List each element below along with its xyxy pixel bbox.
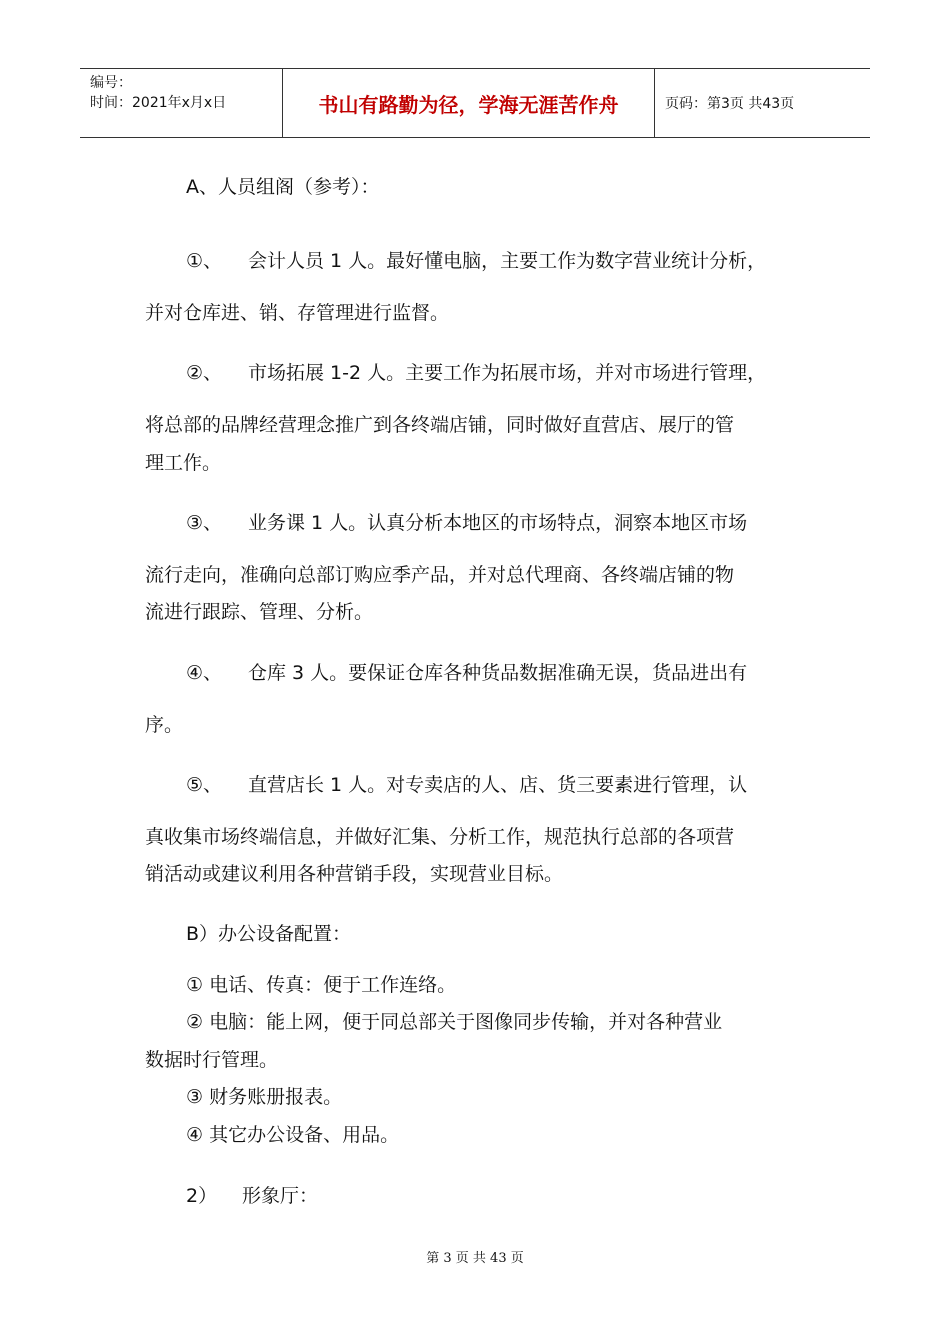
b-item-2-line-2: 数据时行管理。 [145,1049,279,1071]
time-label: 时间：2021年x月x日 [90,95,227,111]
item-2-line-1 [186,358,950,385]
b-item-4: ④ 其它办公设备、用品。 [186,1124,400,1146]
b-item-3: ③ 财务账册报表。 [186,1086,343,1108]
b-item-1: ① 电话、传真：便于工作连络。 [186,974,457,996]
number-label: 编号： [90,75,132,91]
item-5-line-2: 真收集市场终端信息，并做好汇集、分析工作，规范执行总部的各项营 [145,826,735,848]
item-5-text: 直营店长 1 人。对专卖店的人、店、货三要素进行管理，认 [248,774,748,796]
item-3-line-2: 流行走向，准确向总部订购应季产品，并对总代理商、各终端店铺的物 [145,564,735,586]
item-3-text: 业务课 1 人。认真分析本地区的市场特点，洞察本地区市场 [248,512,748,534]
item-1-text: 会计人员 1 人。最好懂电脑，主要工作为数字营业统计分析， [248,250,767,272]
item-4-line-1 [186,658,950,685]
section-a-title: A、人员组阁（参考）： [186,176,380,198]
section-2-title: 形象厅： [242,1185,319,1207]
item-2-line-2: 将总部的品牌经营理念推广到各终端店铺，同时做好直营店、展厅的管 [145,414,735,436]
item-1-number: ①、 [186,250,223,272]
item-4-line-2: 序。 [145,714,184,736]
section-b-title: B）办公设备配置： [186,923,352,945]
item-5-number: ⑤、 [186,774,223,796]
item-2-text: 市场拓展 1-2 人。主要工作为拓展市场，并对市场进行管理， [248,362,767,384]
section-2-title-line [186,1181,950,1208]
item-2-number: ②、 [186,362,223,384]
header-meta-cell [80,69,283,137]
header-page-info: 页码：第3页 共43页 [665,96,795,112]
section-2-number: 2） [186,1185,218,1207]
item-4-text: 仓库 3 人。要保证仓库各种货品数据准确无误，货品进出有 [248,662,748,684]
item-5-line-3: 销活动或建议利用各种营销手段，实现营业目标。 [145,863,564,885]
item-1-line-1 [186,246,950,273]
header-motto: 书山有路勤为径，学海无涯苦作舟 [283,69,655,137]
b-item-2-line-1: ② 电脑：能上网，便于同总部关于图像同步传输，并对各种营业 [186,1011,723,1033]
page-footer: 第 3 页 共 43 页 [426,1251,524,1266]
item-3-line-3: 流进行跟踪、管理、分析。 [145,601,374,623]
item-1-line-2: 并对仓库进、销、存管理进行监督。 [145,302,450,324]
item-3-number: ③、 [186,512,223,534]
item-5-line-1 [186,770,950,797]
item-4-number: ④、 [186,662,223,684]
header-table [80,68,870,138]
item-3-line-1 [186,508,950,535]
item-2-line-3: 理工作。 [145,452,222,474]
